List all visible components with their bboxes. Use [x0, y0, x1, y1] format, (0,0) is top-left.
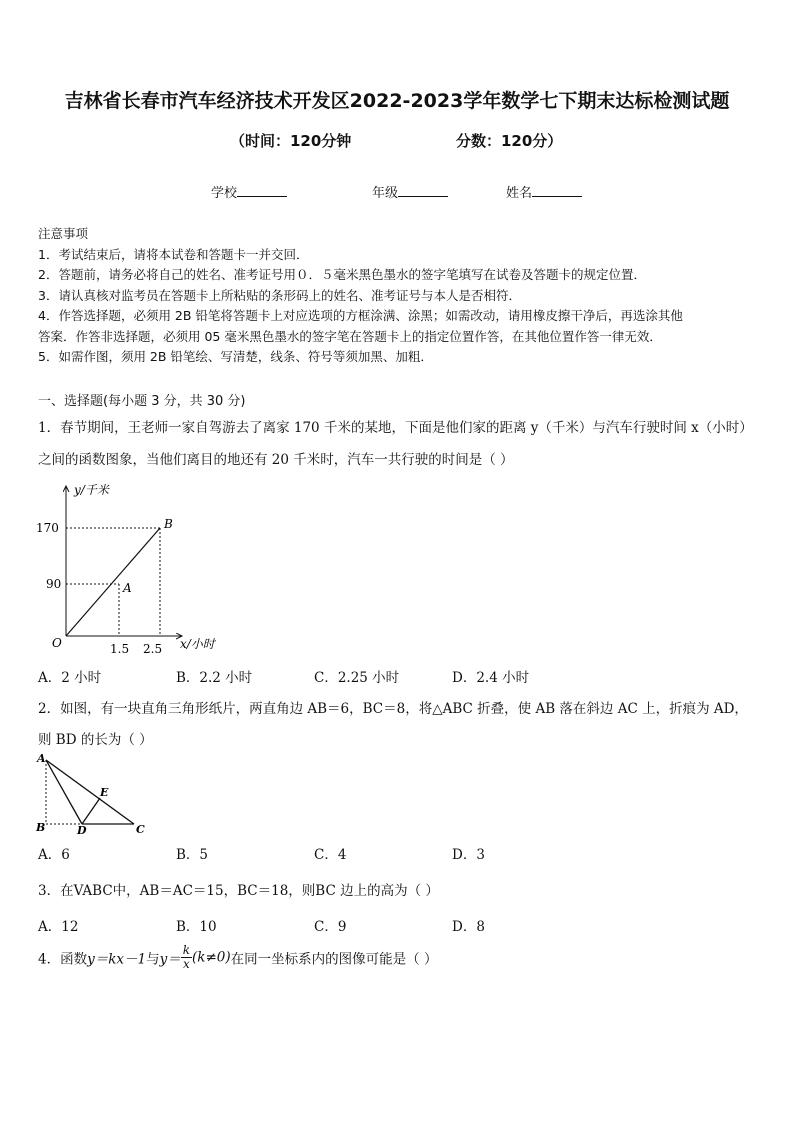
q2-option-d: D．3	[452, 847, 485, 863]
q4-fraction-denominator: x	[183, 957, 190, 971]
q2-option-b: B．5	[176, 847, 209, 863]
q3-option-b: B．10	[176, 919, 217, 935]
exam-time: （时间：120分钟	[230, 132, 352, 150]
q3-option-d: D．8	[452, 919, 485, 935]
q4-function-2-lhs: y＝	[159, 951, 181, 968]
name-field	[506, 182, 582, 201]
name-blank	[532, 184, 582, 197]
school-field	[211, 182, 287, 201]
vertex-e-label: E	[100, 786, 109, 799]
notice-item: 5．如需作图，须用 2B 铅笔绘、写清楚，线条、符号等须加黑、加粗．	[38, 349, 433, 364]
exam-score: 分数：120分）	[456, 132, 563, 150]
notice-item: 2．答题前，请务必将自己的姓名、准考证号用０．５毫米黑色墨水的签字笔填写在试卷及答题卡的规定位置．	[38, 267, 646, 282]
q4-function-1: y＝kx－1	[87, 951, 147, 968]
x-tick-2-5: 2.5	[143, 642, 163, 656]
x-axis-label: x/小时	[180, 637, 215, 651]
point-b-label: B	[164, 517, 173, 531]
q4-conjunction: 与	[146, 951, 160, 968]
q2-line1: 2．如图，有一块直角三角形纸片，两直角边 AB＝6，BC＝8，将△ABC 折叠，使 AB 落在斜边 AC 上，折痕为 AD，	[38, 701, 748, 717]
q3-option-a: A．12	[38, 919, 79, 935]
vertex-d-label: D	[77, 824, 87, 837]
origin-label: O	[52, 636, 62, 650]
q4-suffix: 在同一坐标系内的图像可能是（ ）	[230, 951, 438, 968]
notice-item: 答案．作答非选择题，必须用 05 毫米黑色墨水的签字笔在答题卡上的指定位置作答，在其他位置作答一律无效．	[38, 328, 662, 344]
notice-item: 3．请认真核对监考员在答题卡上所粘贴的条形码上的姓名、准考证号与本人是否相符．	[38, 287, 521, 303]
y-tick-170: 170	[36, 521, 59, 535]
grade-label: 年级	[372, 186, 399, 201]
vertex-a-label: A	[37, 752, 46, 765]
q1-option-d: D．2.4 小时	[452, 670, 530, 686]
grade-blank	[398, 184, 448, 197]
q4-fraction	[181, 944, 192, 971]
name-label: 姓名	[506, 186, 533, 201]
section-heading: 一、选择题(每小题 3 分，共 30 分)	[38, 394, 246, 409]
q2-figure	[32, 750, 157, 838]
notice-heading: 注意事项	[38, 226, 89, 241]
grade-field	[372, 182, 448, 201]
side-ac	[46, 760, 134, 824]
q1-line2: 之间的函数图象，当他们离目的地还有 20 千米时，汽车一共行驶的时间是（ ）	[38, 452, 514, 468]
vertex-c-label: C	[136, 823, 145, 836]
vertex-b-label: B	[36, 821, 46, 834]
point-a-label: A	[123, 581, 132, 595]
q1-option-c: C．2.25 小时	[314, 670, 400, 686]
q2-option-a: A．6	[38, 847, 70, 863]
graph-line	[66, 528, 160, 636]
q2-option-c: C．4	[314, 847, 347, 863]
q3-text: 3．在VABC中，AB＝AC＝15，BC＝18，则BC 边上的高为（ ）	[38, 883, 439, 899]
exam-title: 吉林省长春市汽车经济技术开发区2022-2023学年数学七下期末达标检测试题	[64, 90, 730, 112]
q4-fraction-numerator: k	[182, 943, 191, 957]
school-blank	[237, 184, 287, 197]
crease-ad	[46, 760, 82, 824]
q1-option-a: A．2 小时	[38, 670, 102, 686]
notice-item: 1．考试结束后，请将本试卷和答题卡一并交回．	[38, 246, 309, 262]
q1-line1: 1．春节期间，王老师一家自驾游去了离家 170 千米的某地，下面是他们家的距离 y（千米）与汽车行驶时间 x（小时）	[38, 420, 753, 436]
q4-text	[38, 944, 437, 971]
q4-condition: (k≠0)	[192, 949, 231, 966]
segment-de	[82, 798, 100, 824]
y-axis-label: y/千米	[74, 483, 109, 497]
q1-graph	[30, 478, 230, 660]
y-tick-90: 90	[46, 577, 62, 591]
notice-block	[38, 224, 683, 368]
q3-option-c: C．9	[314, 919, 347, 935]
q2-line2: 则 BD 的长为（ ）	[38, 732, 153, 748]
x-tick-1-5: 1.5	[110, 642, 130, 656]
school-label: 学校	[211, 186, 238, 201]
q1-option-b: B．2.2 小时	[176, 670, 253, 686]
notice-item: 4．作答选择题，必须用 2B 铅笔将答题卡上对应选项的方框涂满、涂黑；如需改动，请用橡皮擦干净后，再选涂其他	[38, 308, 683, 323]
q4-prefix: 4．函数	[38, 951, 88, 968]
